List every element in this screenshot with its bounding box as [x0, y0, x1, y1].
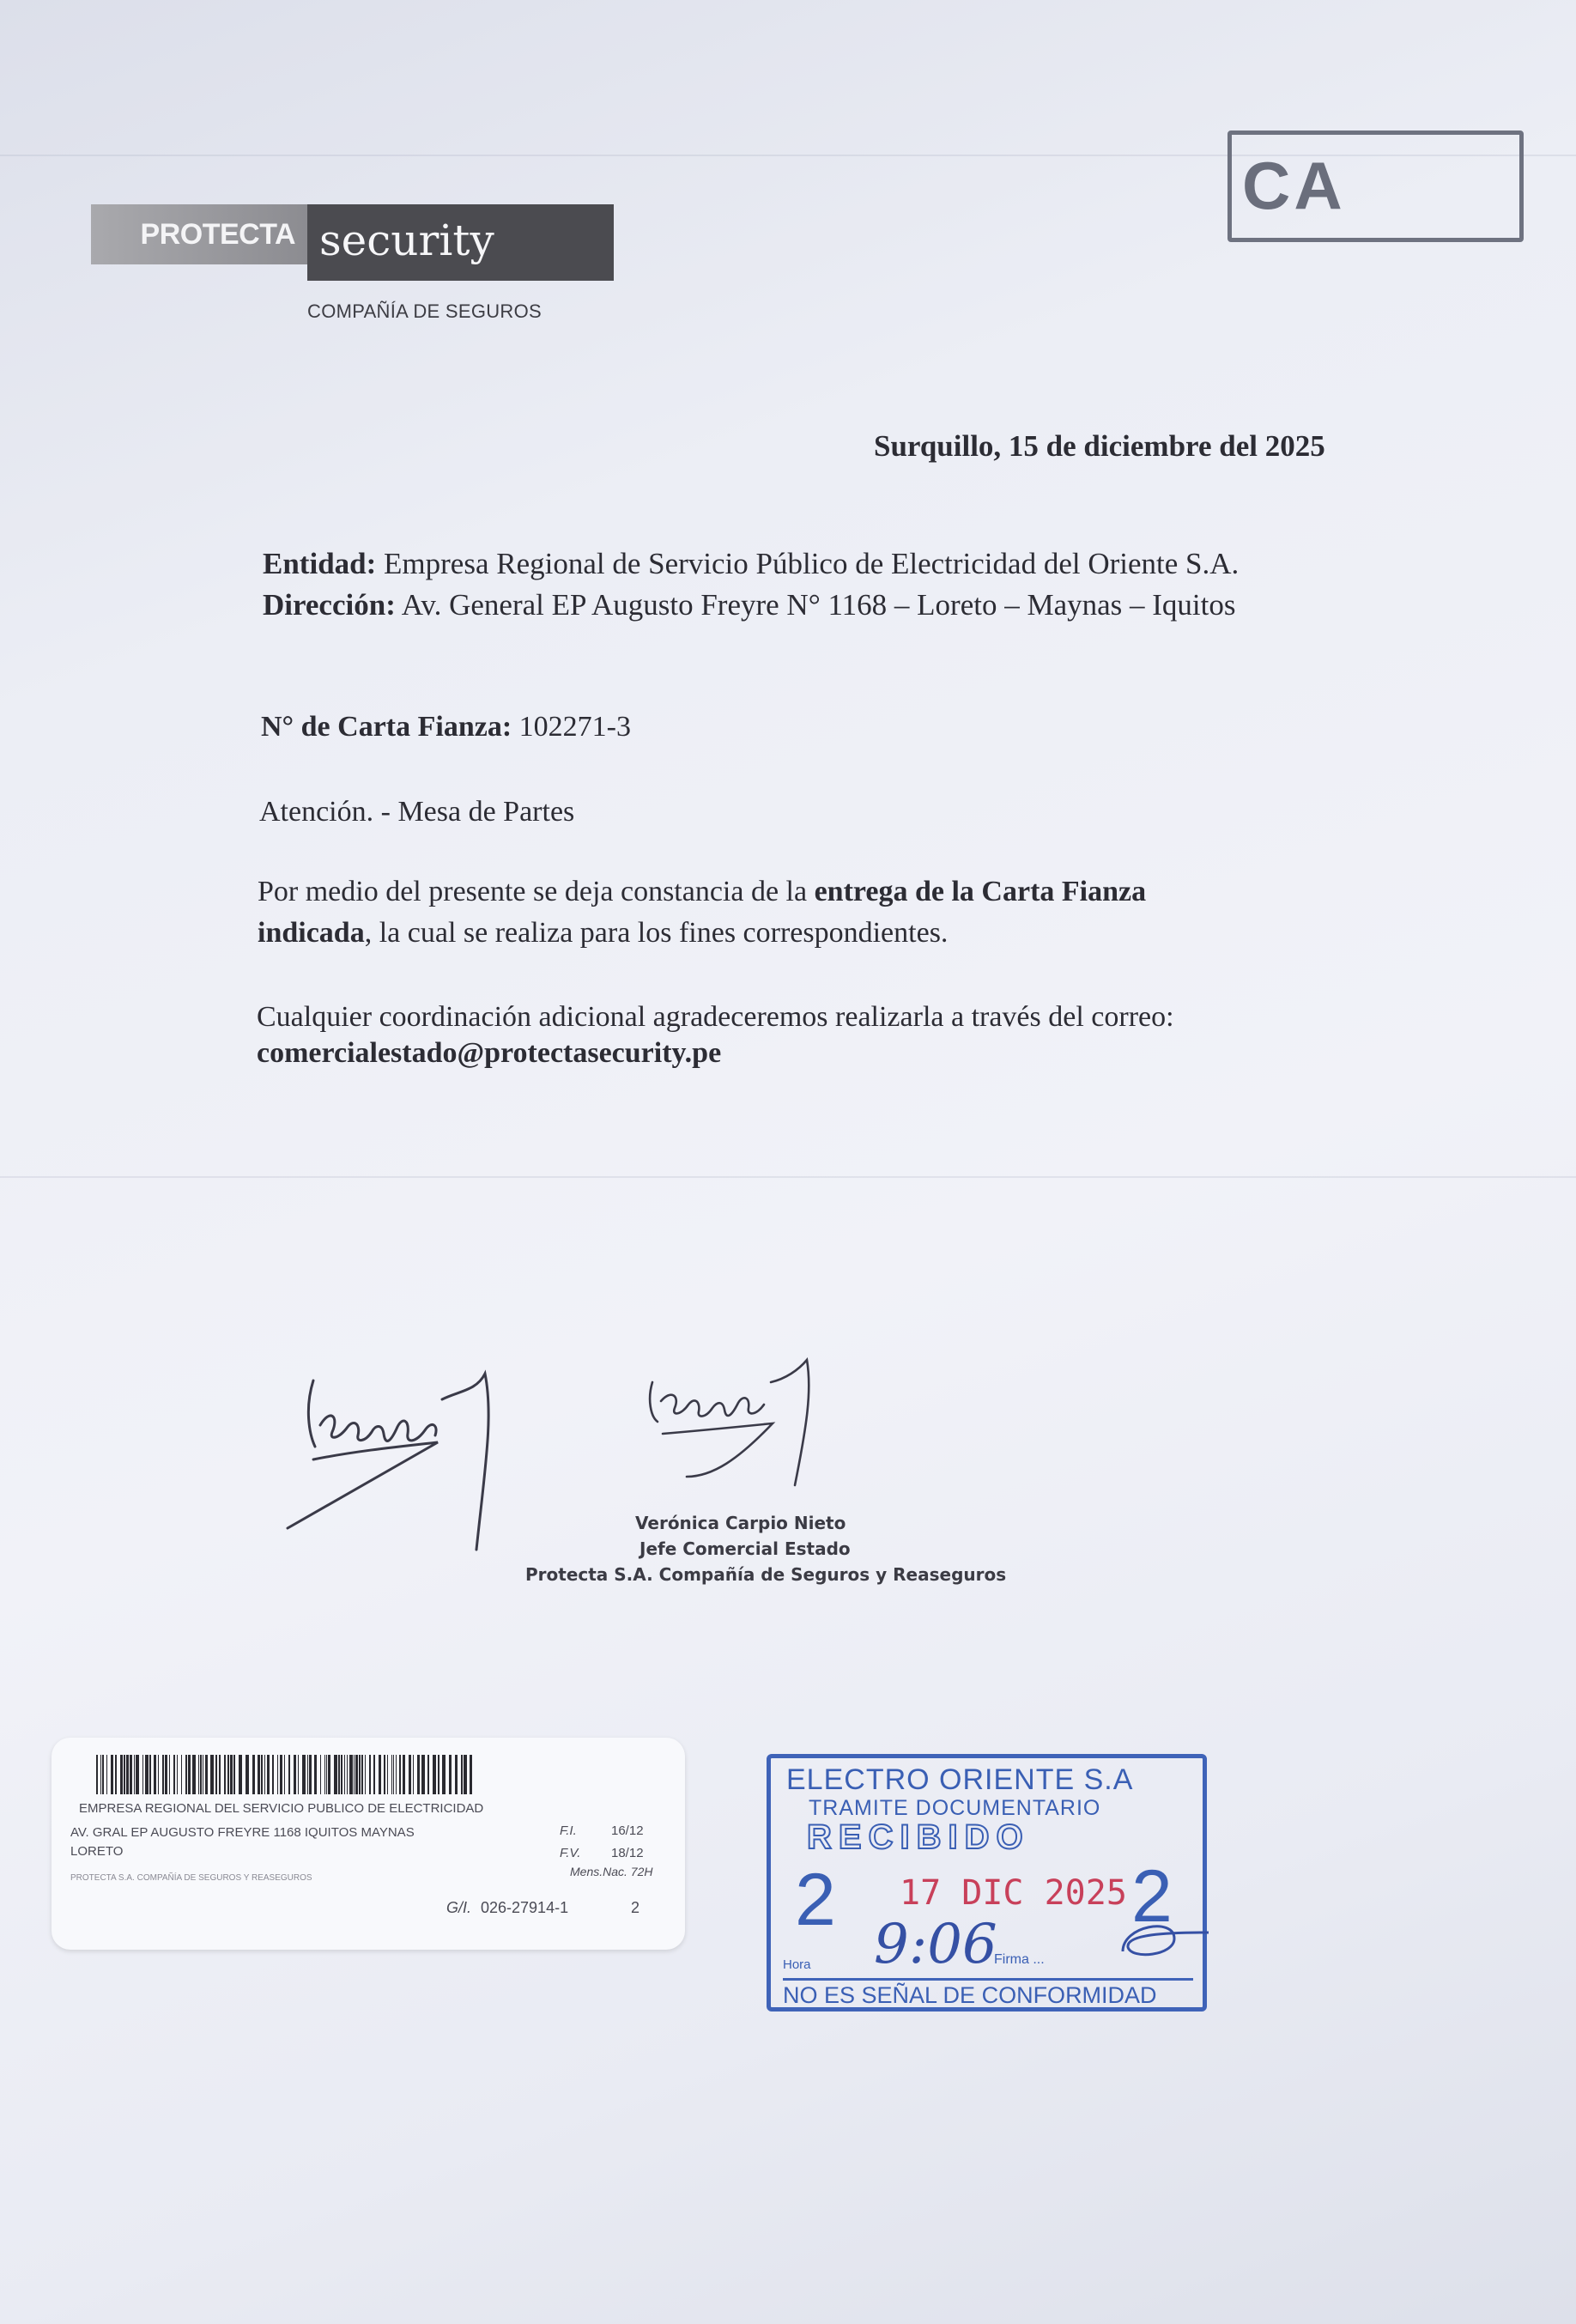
logo-brand-right: security	[307, 204, 614, 281]
direccion-value: Av. General EP Augusto Freyre N° 1168 – Loreto – Maynas – Iquitos	[401, 588, 1236, 622]
contact-email: comercialestado@protectasecurity.pe	[257, 1037, 722, 1069]
sticker-fi-value: 16/12	[611, 1823, 644, 1838]
barcode-bar	[387, 1755, 388, 1794]
barcode-bar	[409, 1755, 411, 1794]
barcode-bar	[219, 1755, 221, 1794]
body-paragraph-1-line-1	[258, 876, 1146, 908]
barcode-bar	[369, 1755, 371, 1794]
sticker-line-3: LORETO	[70, 1844, 124, 1859]
barcode-bar	[334, 1755, 337, 1794]
barcode-bar	[384, 1755, 385, 1794]
barcode-bar	[421, 1755, 425, 1794]
barcode-bar	[341, 1755, 342, 1794]
barcode-bar	[130, 1755, 132, 1794]
cargo-stamp	[1227, 130, 1524, 242]
barcode-bar	[391, 1755, 392, 1794]
sticker-line-1: EMPRESA REGIONAL DEL SERVICIO PUBLICO DE ELECTRICIDAD	[79, 1801, 484, 1816]
receipt-sticker	[52, 1738, 685, 1950]
barcode-bar	[264, 1755, 265, 1794]
barcode-bar	[373, 1755, 375, 1794]
barcode-bar	[115, 1755, 117, 1794]
barcode-bar	[136, 1755, 139, 1794]
stamp-company: ELECTRO ORIENTE S.A	[786, 1763, 1134, 1796]
carta-fianza-label: N° de Carta Fianza:	[261, 711, 512, 743]
barcode-bar	[258, 1755, 260, 1794]
barcode-bar	[349, 1755, 353, 1794]
barcode-bar	[354, 1755, 355, 1794]
barcode-bar	[165, 1755, 167, 1794]
barcode-bar	[379, 1755, 381, 1794]
sticker-line-2: AV. GRAL EP AUGUSTO FREYRE 1168 IQUITOS MAYNAS	[70, 1825, 415, 1840]
stamp-received: RECIBIDO	[807, 1818, 1030, 1856]
barcode-bar	[272, 1755, 274, 1794]
logo-brand-left: PROTECTA	[91, 204, 307, 264]
barcode-bar	[96, 1755, 98, 1794]
barcode-bar	[427, 1755, 429, 1794]
stamp-dept: TRAMITE DOCUMENTARIO	[809, 1796, 1101, 1820]
barcode-bar	[158, 1755, 159, 1794]
barcode-bar	[438, 1755, 439, 1794]
barcode-bar	[267, 1755, 270, 1794]
stamp-initials-scribble	[1114, 1908, 1217, 1969]
barcode-bar	[233, 1755, 235, 1794]
signature-right-image	[635, 1348, 841, 1494]
barcode-bar	[102, 1755, 104, 1794]
stamp-right-number: 2	[1131, 1855, 1173, 1938]
barcode-bar	[442, 1755, 446, 1794]
barcode-bar	[192, 1755, 196, 1794]
sticker-fv-label: F.V.	[560, 1846, 581, 1860]
barcode-bar	[324, 1755, 325, 1794]
sticker-fv-value: 18/12	[611, 1846, 644, 1860]
stamp-hora-label: Hora	[783, 1957, 811, 1972]
sticker-gi-label: G/I.	[446, 1899, 472, 1916]
barcode-bar	[210, 1755, 214, 1794]
barcode-bar	[100, 1755, 101, 1794]
barcode-bar	[294, 1755, 296, 1794]
body-paragraph-2-line-1: Cualquier coordinación adicional agradeceremos realizarla a través del correo:	[257, 1001, 1174, 1033]
signer-name: Verónica Carpio Nieto	[635, 1513, 846, 1533]
received-stamp	[767, 1754, 1207, 2012]
barcode-bar	[338, 1755, 340, 1794]
date-line: Surquillo, 15 de diciembre del 2025	[874, 429, 1325, 463]
barcode-bar	[413, 1755, 414, 1794]
sticker-mens: Mens.Nac. 72H	[570, 1865, 653, 1878]
barcode-bar	[145, 1755, 149, 1794]
barcode-bar	[365, 1755, 366, 1794]
barcode-bar	[284, 1755, 285, 1794]
barcode-bar	[162, 1755, 164, 1794]
barcode-bar	[344, 1755, 345, 1794]
barcode-bar	[277, 1755, 278, 1794]
carta-fianza-number: 102271-3	[518, 711, 631, 743]
signer-role: Jefe Comercial Estado	[639, 1538, 851, 1559]
barcode-bar	[464, 1755, 467, 1794]
sticker-line-4: PROTECTA S.A. COMPAÑÍA DE SEGUROS Y REASEGUROS	[70, 1873, 312, 1883]
barcode-bar	[252, 1755, 255, 1794]
barcode-bar	[298, 1755, 299, 1794]
barcode-bar	[433, 1755, 436, 1794]
barcode-image	[96, 1755, 477, 1794]
barcode-bar	[280, 1755, 282, 1794]
barcode-bar	[403, 1755, 405, 1794]
barcode-bar	[181, 1755, 182, 1794]
stamp-date: 17 DIC 2025	[900, 1873, 1127, 1913]
barcode-bar	[461, 1755, 463, 1794]
barcode-bar	[302, 1755, 306, 1794]
barcode-bar	[126, 1755, 129, 1794]
barcode-bar	[288, 1755, 290, 1794]
stamp-left-number: 2	[795, 1859, 836, 1941]
stamp-footer: NO ES SEÑAL DE CONFORMIDAD	[783, 1978, 1193, 2009]
barcode-bar	[417, 1755, 420, 1794]
paper-crease	[0, 1176, 1576, 1178]
carta-fianza-line	[261, 711, 631, 743]
company-logo	[91, 204, 523, 281]
barcode-bar	[449, 1755, 452, 1794]
body1-bold: entrega de la Carta Fianza	[814, 876, 1147, 907]
barcode-bar	[198, 1755, 199, 1794]
barcode-bar	[230, 1755, 233, 1794]
barcode-bar	[173, 1755, 175, 1794]
direccion-line	[263, 588, 1235, 622]
entidad-label: Entidad:	[263, 547, 377, 580]
barcode-bar	[307, 1755, 308, 1794]
entidad-value: Empresa Regional de Servicio Público de Electricidad del Oriente S.A.	[384, 547, 1240, 580]
signature-left-image	[279, 1365, 519, 1554]
barcode-bar	[320, 1755, 321, 1794]
barcode-bar	[314, 1755, 317, 1794]
barcode-bar	[227, 1755, 229, 1794]
stamp-handwritten-time: 9:06	[874, 1913, 997, 1976]
barcode-bar	[399, 1755, 401, 1794]
barcode-bar	[120, 1755, 123, 1794]
barcode-bar	[169, 1755, 170, 1794]
entidad-line	[263, 547, 1239, 581]
atencion-line: Atención. - Mesa de Partes	[259, 796, 575, 828]
barcode-bar	[326, 1755, 327, 1794]
barcode-bar	[154, 1755, 156, 1794]
barcode-bar	[177, 1755, 178, 1794]
barcode-bar	[111, 1755, 113, 1794]
barcode-bar	[200, 1755, 202, 1794]
body1-text-end: , la cual se realiza para los fines correspondientes.	[364, 917, 949, 949]
barcode-bar	[355, 1755, 358, 1794]
body1-bold-indicada: indicada	[258, 917, 365, 949]
barcode-bar	[215, 1755, 217, 1794]
barcode-bar	[185, 1755, 187, 1794]
body1-text: Por medio del presente se deja constancia de la	[258, 876, 815, 907]
barcode-bar	[188, 1755, 191, 1794]
barcode-bar	[224, 1755, 226, 1794]
stamp-firma-label: Firma ...	[994, 1952, 1045, 1967]
barcode-bar	[142, 1755, 143, 1794]
sticker-copies: 2	[631, 1899, 640, 1916]
barcode-bar	[106, 1755, 107, 1794]
barcode-bar	[124, 1755, 125, 1794]
barcode-bar	[347, 1755, 348, 1794]
sticker-fi-label: F.I.	[560, 1823, 577, 1838]
barcode-bar	[245, 1755, 249, 1794]
body-paragraph-1-line-2	[258, 917, 948, 950]
barcode-bar	[393, 1755, 394, 1794]
cargo-stamp-text: CA	[1242, 148, 1346, 223]
barcode-bar	[134, 1755, 135, 1794]
barcode-bar	[309, 1755, 312, 1794]
barcode-bar	[396, 1755, 397, 1794]
signer-company: Protecta S.A. Compañía de Seguros y Reaseguros	[525, 1564, 1007, 1585]
barcode-bar	[205, 1755, 208, 1794]
barcode-bar	[261, 1755, 263, 1794]
barcode-bar	[361, 1755, 363, 1794]
direccion-label: Dirección:	[263, 588, 396, 622]
barcode-bar	[470, 1755, 472, 1794]
barcode-bar	[328, 1755, 330, 1794]
barcode-bar	[359, 1755, 361, 1794]
barcode-bar	[149, 1755, 151, 1794]
logo-subtitle: COMPAÑÍA DE SEGUROS	[307, 300, 543, 322]
sticker-gi-value: 026-27914-1	[481, 1899, 569, 1916]
barcode-bar	[239, 1755, 242, 1794]
barcode-bar	[455, 1755, 458, 1794]
